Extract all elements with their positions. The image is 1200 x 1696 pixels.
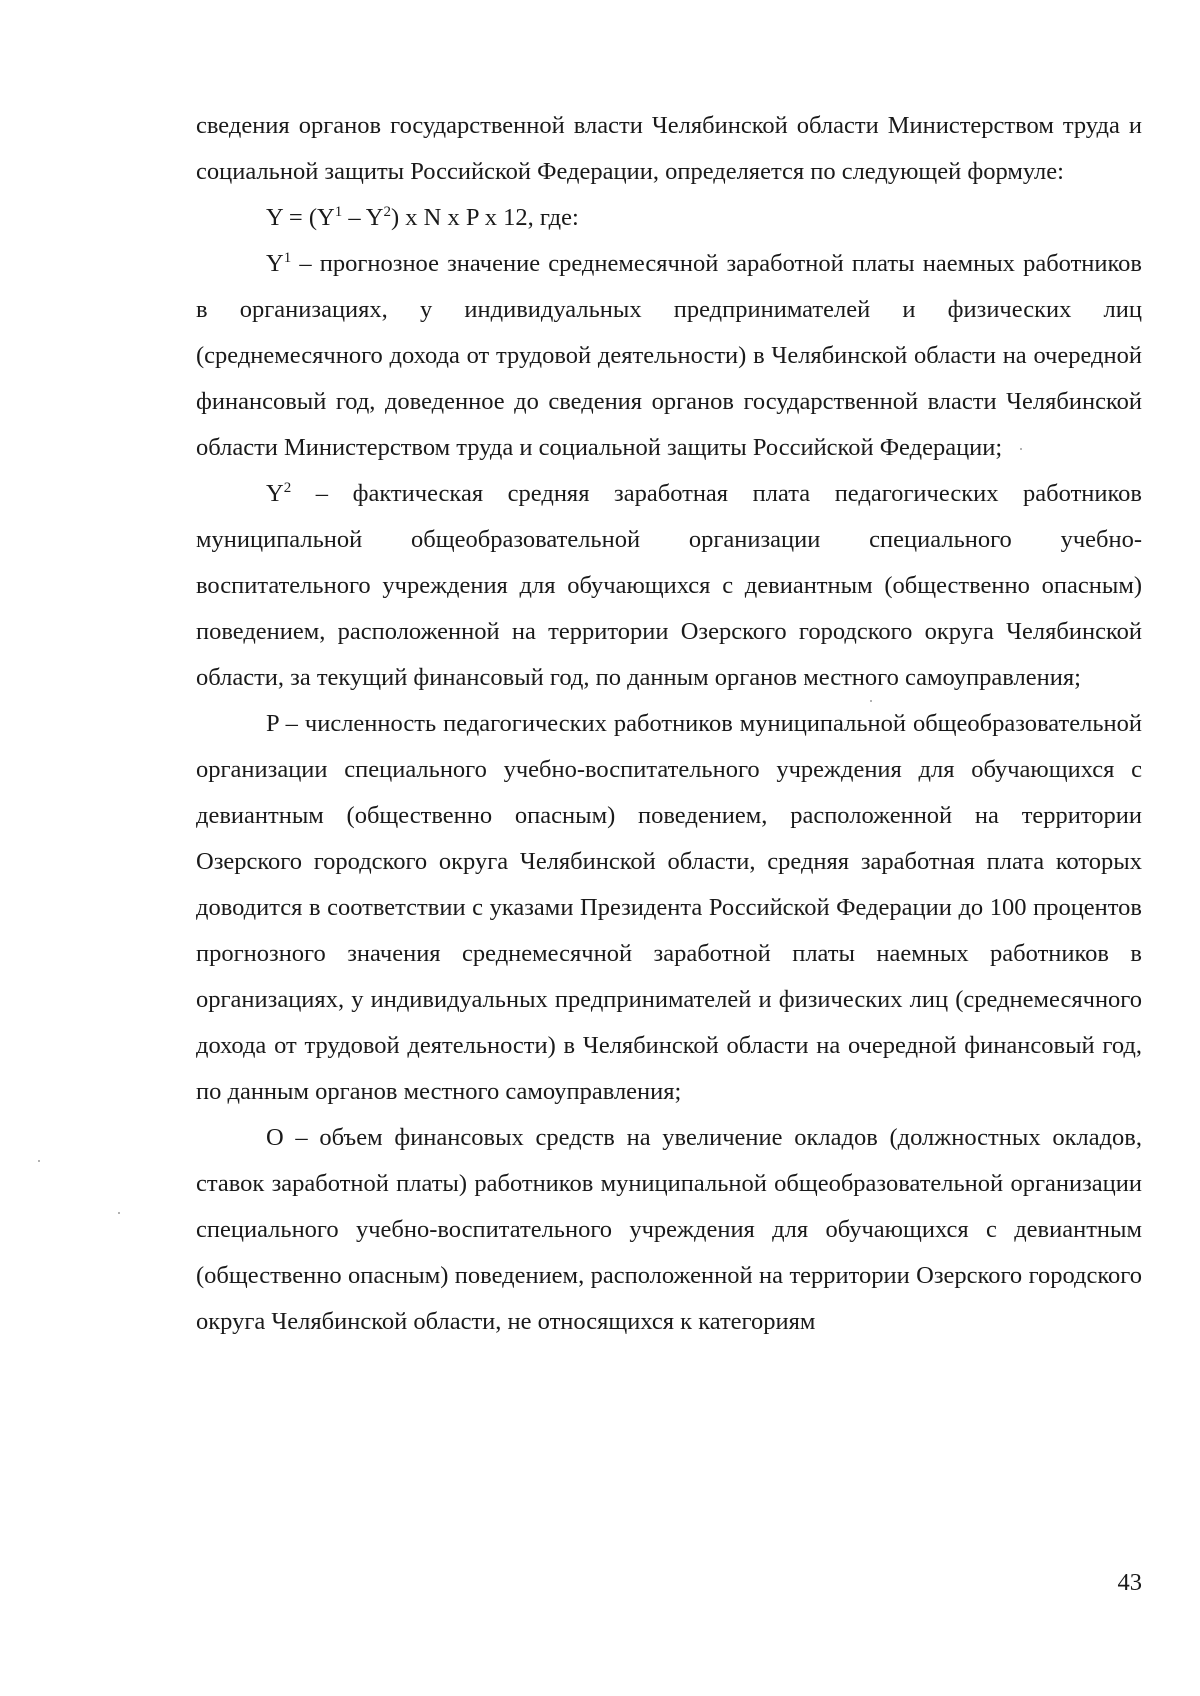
definition-o: О – объем финансовых средств на увеличение окладов (должностных окладов, ставок заработной платы) работников муниципальной общеобразовательной организации специального учебно-воспитательного учреждения для обучающихся с девиантным (общественно опасным) поведением, расположенной на территории Озерского городского округа Челябинской области, не относящихся к категориям — [196, 1124, 1142, 1335]
scan-speck — [38, 1160, 40, 1162]
formula-line — [196, 195, 1142, 241]
page-number: 43 — [1117, 1569, 1142, 1596]
formula-superscript-1: 1 — [334, 204, 343, 220]
definition-y2-symbol: Y — [266, 480, 284, 507]
definition-y1-symbol: Y — [266, 250, 284, 277]
definition-y2-superscript: 2 — [283, 480, 292, 496]
definition-y2 — [196, 471, 1142, 701]
definition-y1 — [196, 241, 1142, 471]
paragraph-intro: сведения органов государственной власти Челябинской области Министерством труда и социальной защиты Российской Федерации, определяется по следующей формуле: — [196, 112, 1142, 185]
formula-mid: – Y — [342, 204, 384, 231]
definition-p: P – численность педагогических работников муниципальной общеобразовательной организации специального учебно-воспитательного учреждения для обучающихся с девиантным (общественно опасным) поведением, расположенной на территории Озерского городского округа Челябинской области, средняя заработная плата которых доводится в соответствии с указами Президента Российской Федерации до 100 процентов прогнозного значения среднемесячной заработной платы наемных работников в организациях, у индивидуальных предпринимателей и физических лиц (среднемесячного дохода от трудовой деятельности) в Челябинской области на очередной финансовый год, по данным органов местного самоуправления; — [196, 710, 1142, 1105]
document-body — [196, 103, 1142, 1345]
scan-speck — [118, 1212, 120, 1214]
definition-y1-text: – прогнозное значение среднемесячной заработной платы наемных работников в организациях, у индивидуальных предпринимателей и физических лиц (среднемесячного дохода от трудовой деятельности) в Челябинской области на очередной финансовый год, доведенное до сведения органов государственной власти Челябинской области Министерством труда и социальной защиты Российской Федерации; — [196, 250, 1142, 461]
scan-speck — [1020, 448, 1022, 450]
formula-superscript-2: 2 — [383, 204, 391, 220]
definition-y1-superscript: 1 — [283, 250, 292, 266]
scan-speck — [870, 700, 872, 702]
formula-rhs: ) x N x P x 12, где: — [391, 204, 579, 231]
definition-y2-text: – фактическая средняя заработная плата педагогических работников муниципальной общеобразовательной организации специального учебно-воспитательного учреждения для обучающихся с девиантным (общественно опасным) поведением, расположенной на территории Озерского городского округа Челябинской области, за текущий финансовый год, по данным органов местного самоуправления; — [196, 480, 1142, 691]
formula-lhs: Y = (Y — [266, 204, 335, 231]
